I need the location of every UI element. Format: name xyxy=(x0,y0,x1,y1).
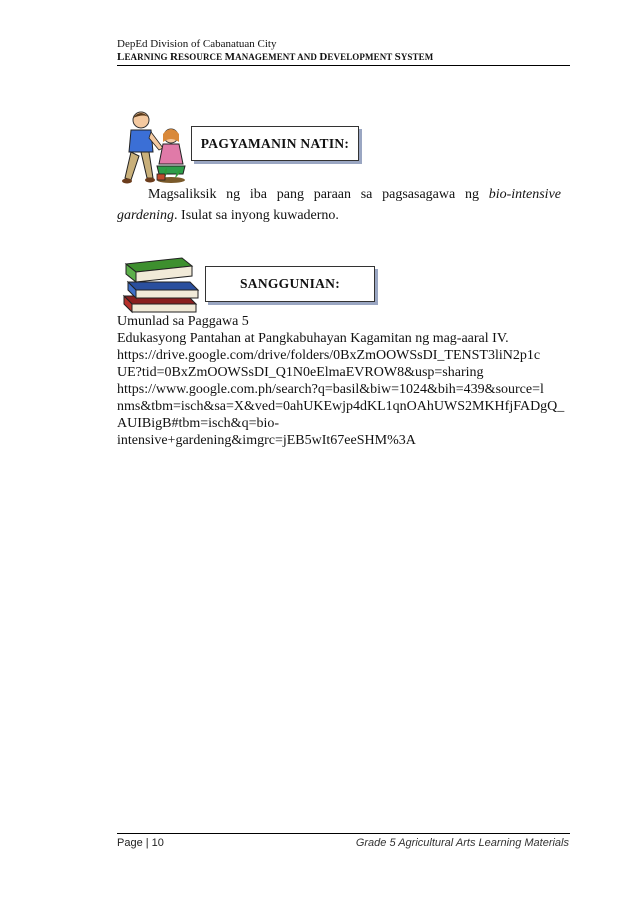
reference-link[interactable]: https://drive.google.com/drive/folders/0BxZmOOWSsDI_TENST3liN2p1c xyxy=(117,348,541,363)
instruction-paragraph: Magsaliksik ng iba pang paraan sa pagsasagawa ng bio-intensive gardening. Isulat sa inyong kuwaderno. xyxy=(117,187,561,223)
reference-link[interactable]: UE?tid=0BxZmOOWSsDI_Q1N0eElmaEVROW8&usp=sharing xyxy=(117,365,484,380)
reference-line: Edukasyong Pantahan at Pangkabuhayan Kagamitan ng mag-aaral IV. xyxy=(117,331,509,346)
footer-rule xyxy=(117,833,570,834)
section-title-pagyamanin: PAGYAMANIN NATIN: xyxy=(191,126,359,161)
reference-link[interactable]: intensive+gardening&imgrc=jEB5wIt67eeSHM%3A xyxy=(117,433,416,448)
division-name: DepEd Division of Cabanatuan City xyxy=(117,38,277,50)
reference-link[interactable]: nms&tbm=isch&sa=X&ved=0ahUKEwjp4dKL1qnOAhUWS2MKHfjFADgQ_ xyxy=(117,399,565,414)
footer-title: Grade 5 Agricultural Arts Learning Materials xyxy=(355,837,569,849)
children-planting-icon xyxy=(117,108,187,186)
references-list xyxy=(117,313,567,449)
system-name: LEARNING RESOURCE MANAGEMENT AND DEVELOPMENT SYSTEM xyxy=(117,51,434,63)
page-number: Page | 10 xyxy=(117,837,164,849)
reference-link[interactable]: AUIBigB#tbm=isch&q=bio- xyxy=(117,416,280,431)
header-rule xyxy=(117,65,570,66)
stack-of-books-icon xyxy=(118,252,200,314)
page-header xyxy=(117,38,570,63)
reference-line: Umunlad sa Paggawa 5 xyxy=(117,314,249,329)
reference-link[interactable]: https://www.google.com.ph/search?q=basil&biw=1024&bih=439&source=l xyxy=(117,382,544,397)
section-title-sanggunian: SANGGUNIAN: xyxy=(205,266,375,302)
